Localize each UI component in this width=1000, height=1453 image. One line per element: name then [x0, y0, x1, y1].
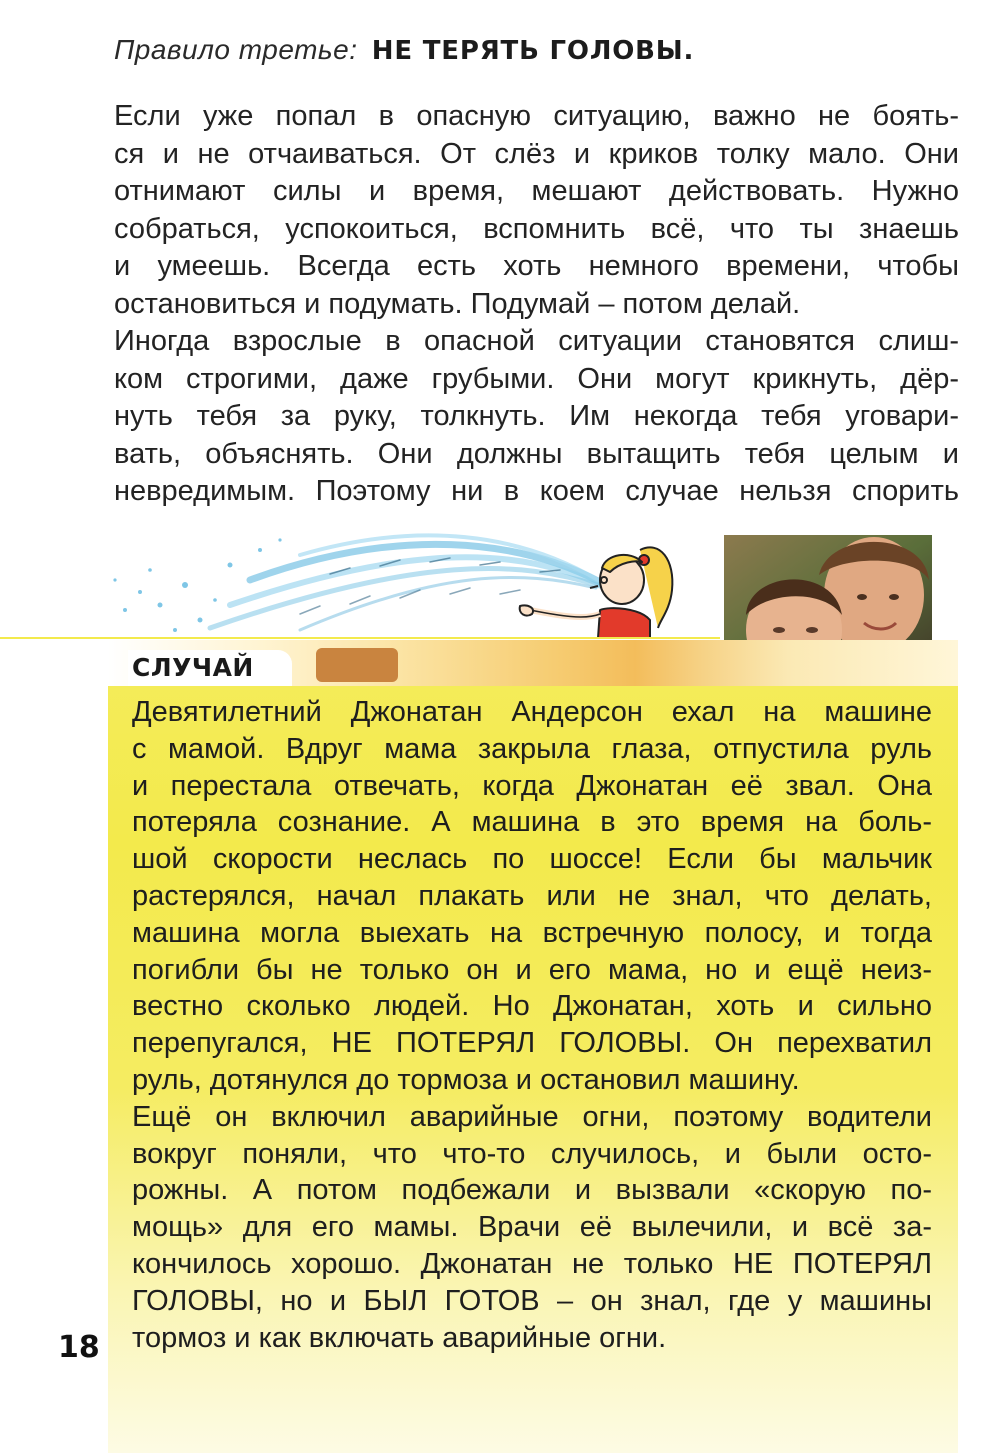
case-line: потеряла сознание. А машина в это время на боль-: [132, 806, 932, 839]
case-line: кончилось хорошо. Джонатан не только НЕ ПОТЕРЯЛ: [132, 1247, 932, 1280]
text-line: ся и не отчаиваться. От слёз и криков толку мало. Они: [114, 137, 959, 170]
case-line: погибли бы не только он и его мама, но и ещё неиз-: [132, 953, 932, 986]
case-line: ГОЛОВЫ, но и БЫЛ ГОТОВ – он знал, где у машины: [132, 1284, 932, 1317]
text-line: вать, объяснять. Они должны вытащить тебя целым и: [114, 437, 959, 470]
case-line: тормоз и как включать аварийные огни.: [132, 1321, 667, 1354]
rule-title: НЕ ТЕРЯТЬ ГОЛОВЫ.: [371, 36, 695, 66]
rule-heading: [114, 30, 914, 71]
case-header-accent: [316, 648, 398, 682]
text-line: остановиться и подумать. Подумай – потом делай.: [114, 287, 801, 320]
case-story-panel: [108, 640, 958, 1453]
case-line: Ещё он включил аварийные огни, поэтому водители: [132, 1100, 932, 1133]
text-line: собраться, успокоиться, вспомнить всё, что ты знаешь: [114, 212, 959, 245]
text-line: Если уже попал в опасную ситуацию, важно не боять-: [114, 100, 959, 132]
text-line: нуть тебя за руку, толкнуть. Им некогда тебя уговари-: [114, 400, 959, 432]
case-line: шой скорости неслась по шоссе! Если бы мальчик: [132, 843, 932, 876]
case-line: растерялся, начал плакать или не знал, что делать,: [132, 879, 932, 912]
case-label: СЛУЧАЙ: [128, 650, 292, 686]
text-line: Иногда взрослые в опасной ситуации становятся слиш-: [114, 325, 959, 357]
case-line: с мамой. Вдруг мама закрыла глаза, отпустила руль: [132, 732, 932, 765]
water-droplets: [113, 538, 281, 632]
rule-prefix: Правило третье:: [114, 34, 358, 65]
girl-water-illustration: [0, 510, 720, 645]
text-line: и умеешь. Всегда есть хоть немного времени, чтобы: [114, 250, 959, 282]
case-text: [132, 694, 932, 1356]
water-stream: [210, 535, 600, 630]
text-line: ком строгими, даже грубыми. Они могут крикнуть, дёр-: [114, 362, 959, 395]
page-number: 18: [58, 1330, 100, 1365]
case-line: вестно сколько людей. Но Джонатан, хоть и сильно: [132, 990, 932, 1023]
case-line: перепугался, НЕ ПОТЕРЯЛ ГОЛОВЫ. Он перехватил: [132, 1027, 932, 1060]
case-line: вокруг поняли, что что-то случилось, и были осто-: [132, 1137, 932, 1170]
case-line: и перестала отвечать, когда Джонатан её звал. Она: [132, 769, 932, 802]
case-line: мощь» для его мамы. Врачи её вылечили, и всё за-: [132, 1211, 932, 1244]
case-line: рожны. А потом подбежали и вызвали «скорую по-: [132, 1174, 932, 1207]
case-line: Девятилетний Джонатан Андерсон ехал на машине: [132, 696, 932, 728]
text-line: невредимым. Поэтому ни в коем случае нельзя спорить: [114, 475, 959, 507]
main-paragraph: [114, 98, 959, 511]
case-line: машина могла выехать на встречную полосу, и тогда: [132, 916, 932, 949]
case-line: руль, дотянулся до тормоза и остановил машину.: [132, 1063, 800, 1096]
text-line: отнимают силы и время, мешают действовать. Нужно: [114, 175, 959, 207]
